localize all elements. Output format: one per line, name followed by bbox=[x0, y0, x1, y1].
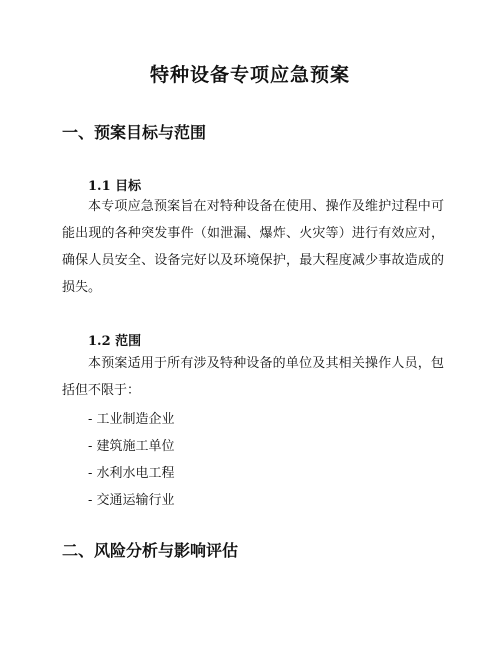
subsection-heading-1-1: 1.1 目标 bbox=[88, 179, 142, 194]
list-item: - 工业制造企业 bbox=[88, 412, 175, 427]
paragraph-goal: 本专项应急预案旨在对特种设备在使用、操作及维护过程中可能出现的各种突发事件（如泄漏、爆炸、火灾等）进行有效应对，确保人员安全、设备完好以及环境保护，最大程度减少事故造成的损失。 bbox=[62, 199, 444, 295]
section-heading-1: 一、预案目标与范围 bbox=[62, 123, 207, 142]
list-item: - 水利水电工程 bbox=[88, 466, 175, 481]
section-heading-2: 二、风险分析与影响评估 bbox=[62, 541, 239, 560]
subsection-heading-1-2: 1.2 范围 bbox=[88, 334, 142, 349]
list-item: - 交通运输行业 bbox=[88, 493, 175, 508]
paragraph-scope: 本预案适用于所有涉及特种设备的单位及其相关操作人员，包括但不限于： bbox=[62, 356, 444, 398]
list-item: - 建筑施工单位 bbox=[88, 439, 175, 454]
document-title: 特种设备专项应急预案 bbox=[149, 64, 350, 86]
